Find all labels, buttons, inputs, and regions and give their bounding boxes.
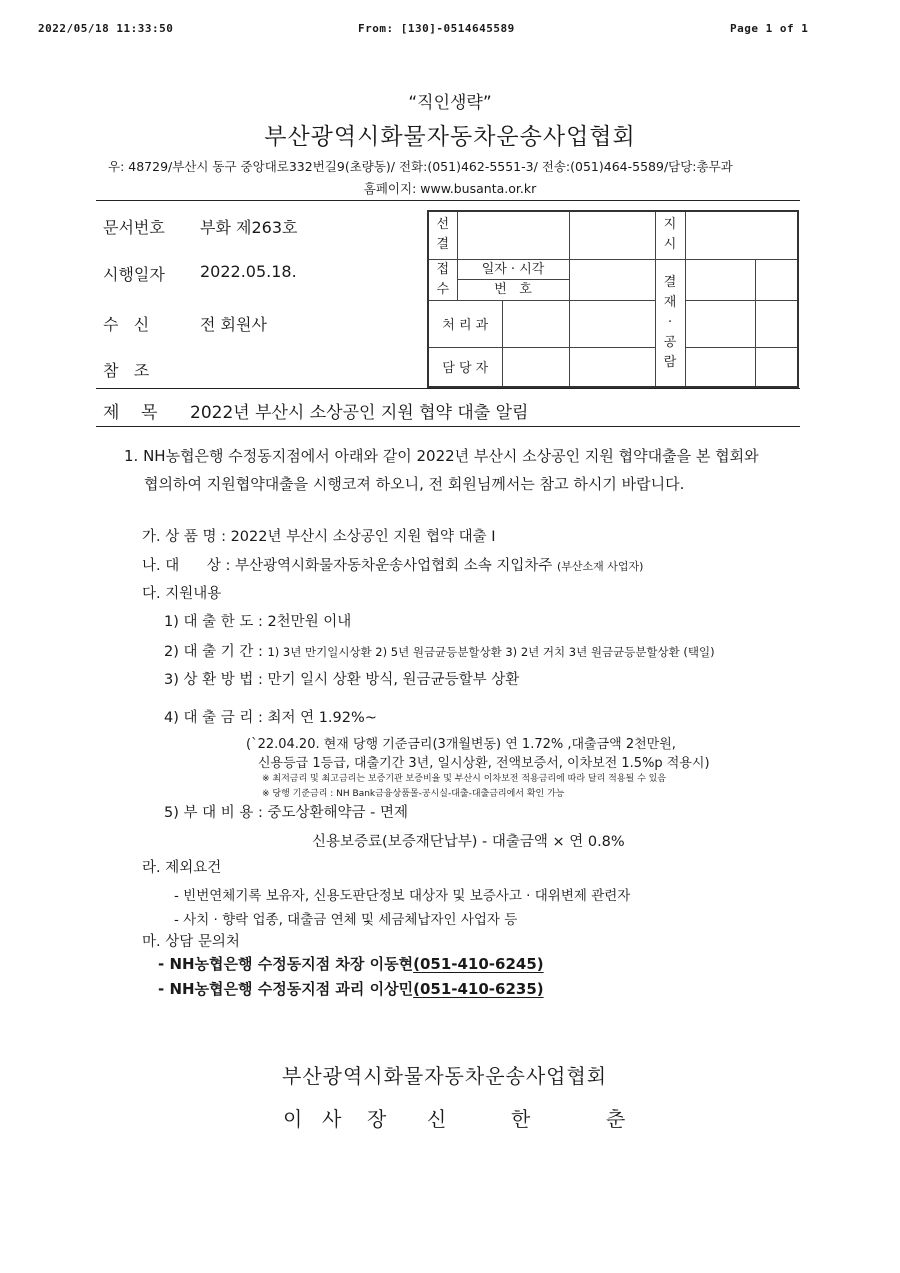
- item-na-note: (부산소재 사업자): [556, 560, 644, 573]
- recipient-label: 수 신: [103, 315, 150, 334]
- signature-name-3: 춘: [606, 1107, 626, 1131]
- contact-1-phone: (051-410-6245): [413, 955, 544, 973]
- approval-box: [427, 210, 799, 388]
- gyeoljae-blank-6: [755, 347, 798, 387]
- item-ma: 마. 상담 문의처: [142, 934, 240, 950]
- subject-bottom-line: [96, 426, 800, 427]
- date-label: 시행일자: [103, 265, 165, 284]
- damdang-blank-1: [502, 347, 569, 387]
- seon-gyeol-blank: [457, 211, 569, 259]
- recipient: 전 회원사: [200, 315, 267, 334]
- gyeoljae-blank-2: [755, 259, 798, 300]
- para1-line1: 1. NH농협은행 수정동지점에서 아래와 같이 2022년 부산시 소상공인 지원 협약대출을 본 협회와: [124, 447, 759, 465]
- signature-title-1: 이: [283, 1107, 303, 1131]
- item-d1: 1) 대 출 한 도 : 2천만원 이내: [164, 614, 352, 630]
- damdang-blank-2: [569, 347, 655, 387]
- contact-1: - NH농협은행 수정동지점 차장 이동현(051-410-6245): [158, 955, 544, 973]
- date-value: 2022.05.18.: [200, 262, 297, 281]
- item-ga: 가. 상 품 명 : 2022년 부산시 소상공인 지원 협약 대출 Ⅰ: [142, 529, 496, 545]
- org-title: 부산광역시화물자동차운송사업협회: [264, 124, 636, 150]
- item-d4-note1: ※ 최저금리 및 최고금리는 보증기관 보증비율 및 부산시 이차보전 적용금리에 따라 달리 적용될 수 있음: [262, 774, 667, 784]
- org-homepage: 홈페이지: www.busanta.or.kr: [363, 181, 537, 196]
- signature-title-3: 장: [367, 1107, 387, 1131]
- gyeoljae-gongnam-cell: 결 재 · 공 람: [655, 259, 685, 387]
- cheori-label: 처 리 과: [428, 300, 502, 347]
- beonho-label: 번 호: [494, 282, 532, 297]
- subject-top-line: [96, 388, 800, 389]
- cheori-blank-1: [502, 300, 569, 347]
- damdang-label: 담 당 자: [428, 347, 502, 387]
- item-d4-detail2: 신용등급 1등급, 대출기간 3년, 일시상환, 전액보증서, 이차보전 1.5%p 적용시): [258, 756, 710, 771]
- item-ra2: - 사치 · 향락 업종, 대출금 연체 및 세금체납자인 사업자 등: [174, 912, 518, 928]
- subject-label: 제 목: [103, 403, 158, 423]
- fax-from: From: [130]-0514645589: [358, 22, 515, 35]
- signature-name-1: 신: [427, 1107, 447, 1131]
- item-d3: 3) 상 환 방 법 : 만기 일시 상환 방식, 원금균등할부 상환: [164, 672, 520, 688]
- doc-no-label: 문서번호: [103, 218, 165, 237]
- seon-gyeol-cell: 선 결: [428, 211, 457, 259]
- cheori-blank-2: [569, 300, 655, 347]
- header-divider: [96, 200, 800, 201]
- ji-si-blank: [685, 211, 798, 259]
- item-ra1: - 빈번연체기록 보유자, 신용도판단정보 대상자 및 보증사고 · 대위변제 관련자: [174, 888, 631, 904]
- ji-si-cell: 지 시: [655, 211, 685, 259]
- item-d2-value: 1) 3년 만기일시상환 2) 5년 원금균등분할상환 3) 2년 거치 3년 원금균등분할상환 (택일): [267, 645, 715, 659]
- ilja-beonho-cell: [457, 259, 569, 300]
- signature-name-2: 한: [511, 1107, 531, 1131]
- gyeoljae-blank-3: [685, 300, 755, 347]
- item-d5: 5) 부 대 비 용 : 중도상환해약금 - 면제: [164, 805, 408, 821]
- gyeoljae-blank-1: [685, 259, 755, 300]
- item-d4: 4) 대 출 금 리 : 최저 연 1.92%~: [164, 710, 377, 726]
- gyeoljae-blank-5: [685, 347, 755, 387]
- subject-text: 2022년 부산시 소상공인 지원 협약 대출 알림: [190, 403, 529, 423]
- item-d4-detail1: (`22.04.20. 현재 당행 기준금리(3개월변동) 연 1.72% ,대출금액 2천만원,: [246, 737, 676, 752]
- jeop-su-blank: [569, 259, 655, 300]
- item-ra: 라. 제외요건: [142, 860, 222, 876]
- ilja-sigak-label: 일자 · 시각: [458, 260, 569, 280]
- gyeoljae-blank-4: [755, 300, 798, 347]
- fax-page: Page 1 of 1: [730, 22, 809, 35]
- item-d5-line2: 신용보증료(보증재단납부) - 대출금액 × 연 0.8%: [312, 834, 625, 850]
- doc-no: 부화 제263호: [200, 218, 298, 237]
- item-d4-note2: ※ 당행 기준금리 : NH Bank금융상품몰-공시실-대출-대출금리에서 확인 가능: [262, 789, 565, 799]
- jeop-su-cell: 접 수: [428, 259, 457, 300]
- item-d2: 2) 대 출 기 간 : 1) 3년 만기일시상환 2) 5년 원금균등분할상환 3) 2년 거치 3년 원금균등분할상환 (택일): [164, 644, 715, 660]
- contact-2: - NH농협은행 수정동지점 과리 이상민(051-410-6235): [158, 980, 544, 998]
- item-na: 나. 대 상 : 부산광역시화물자동차운송사업협회 소속 지입차주 (부산소재 사업자): [142, 558, 644, 574]
- signature-org: 부산광역시화물자동차운송사업협회: [282, 1064, 608, 1088]
- motto: “직인생략”: [408, 93, 492, 113]
- seon-gyeol-blank-2: [569, 211, 655, 259]
- contact-2-phone: (051-410-6235): [413, 980, 544, 998]
- fax-datetime: 2022/05/18 11:33:50: [38, 22, 174, 35]
- org-address: 우: 48729/부산시 동구 중앙대로332번길9(초량동)/ 전화:(051)462-5551-3/ 전송:(051)464-5589/담당:총무과: [108, 159, 733, 174]
- para1-line2: 협의하여 지원협약대출을 시행코져 하오니, 전 회원님께서는 참고 하시기 바랍니다.: [144, 475, 685, 493]
- signature-title-2: 사: [322, 1107, 342, 1131]
- item-da: 다. 지원내용: [142, 586, 222, 602]
- reference-label: 참 조: [103, 361, 150, 380]
